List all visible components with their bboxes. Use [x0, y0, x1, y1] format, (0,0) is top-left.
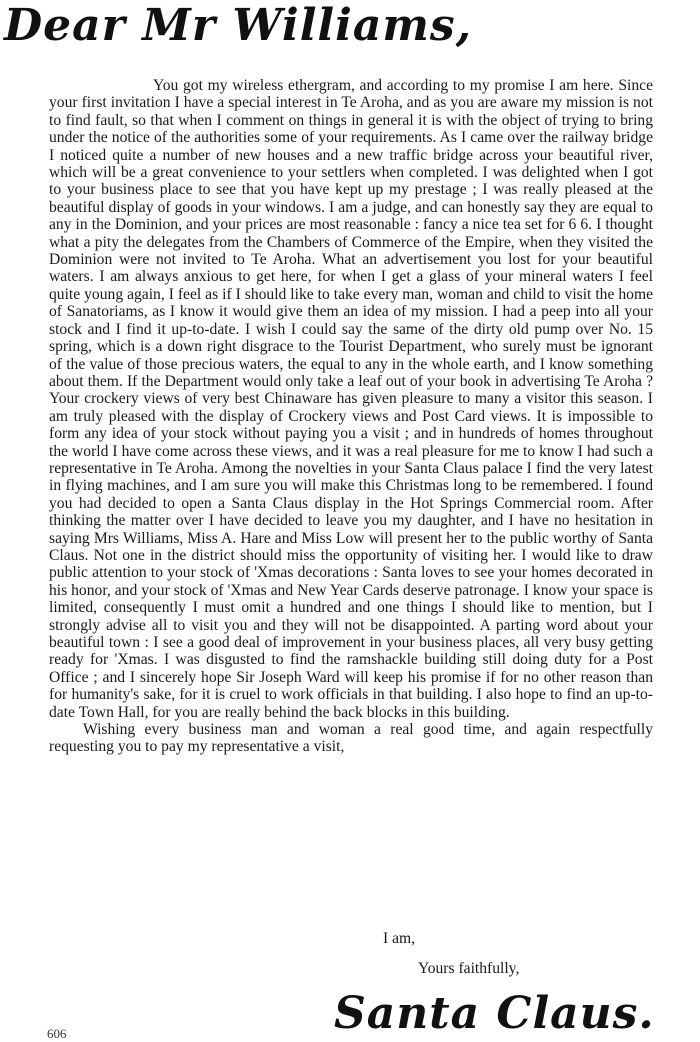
- closing-yours-faithfully: Yours faithfully,: [418, 960, 520, 977]
- page-number: 606: [47, 1026, 67, 1041]
- signature: Santa Claus.: [334, 988, 655, 1039]
- salutation-heading: Dear Mr Williams,: [4, 0, 473, 51]
- body-paragraph-closing: Wishing every business man and woman a real good time, and again respectfully requesting you to pay my representative a visit,: [49, 721, 653, 756]
- letter-body: [49, 77, 653, 756]
- closing-i-am: I am,: [383, 930, 416, 947]
- body-paragraph-main: You got my wireless ethergram, and according to my promise I am here. Since your first invitation I have a special interest in Te Aroha, and as you are aware my mission is not to find fault, so that when I comment on things in general it is with the object of trying to bring under the notice of the authorities some of your requirements. As I came over the railway bridge I noticed quite a number of new houses and a new traffic bridge across your beautiful river, which will be a great convenience to your settlers when completed. I was delighted when I got to your business place to see that you have kept up my prestage ; I was really pleased at the beautiful display of goods in your windows. I am a judge, and can honestly say they are equal to any in the Dominion, and your prices are most reasonable : fancy a nice tea set for 6 6. I thought what a pity the delegates from the Chambers of Commerce of the Empire, when they visited the Dominion were not invited to Te Aroha. What an advertisement you lost for your beautiful waters. I am always anxious to get here, for when I get a glass of your mineral waters I feel quite young again, I feel as if I should like to take every man, woman and child to visit the home of Sanatoriams, as I know it would give them an idea of my mission. I had a peep into all your stock and I find it up-to-date. I wish I could say the same of the dirty old pump over No. 15 spring, which is a down right disgrace to the Tourist Department, who surely must be ignorant of the value of those precious waters, the equal to any in the whole earth, and I know something about them. If the Department would only take a leaf out of your book in advertising Te Aroha ? Your crockery views of very best Chinaware has given pleasure to many a visitor this season. I am truly pleased with the display of Crockery views and Post Card views. It is impossible to form any idea of your stock without paying you a visit ; and in hundreds of homes throughout the world I have come across these views, and it was a real pleasure for me to know I had such a representative in Te Aroha. Among the novelties in your Santa Claus palace I find the very latest in flying machines, and I am sure you will make this Christmas long to be remembered. I found you had decided to open a Santa Claus display in the Hot Springs Commercial room. After thinking the matter over I have decided to leave you my daughter, and I have no hesitation in saying Mrs Williams, Miss A. Hare and Miss Low will present her to the public worthy of Santa Claus. Not one in the district should miss the opportunity of visiting her. I would like to draw public attention to your stock of 'Xmas decorations : Santa loves to see your homes decorated in his honor, and your stock of 'Xmas and New Year Cards deserve patronage. I know your space is limited, consequently I must omit a hundred and one things I should like to mention, but I strongly advise all to visit you and they will not be disappointed. A parting word about your beautiful town : I see a good deal of improvement in your business places, all very busy getting ready for 'Xmas. I was disgusted to find the ramshackle building still doing duty for a Post Office ; and I sincerely hope Sir Joseph Ward will keep his promise if for no other reason than for humanity's sake, for it is cruel to work officials in that building. I also hope to find an up-to-date Town Hall, for you are really behind the back blocks in this building.: [49, 77, 653, 721]
